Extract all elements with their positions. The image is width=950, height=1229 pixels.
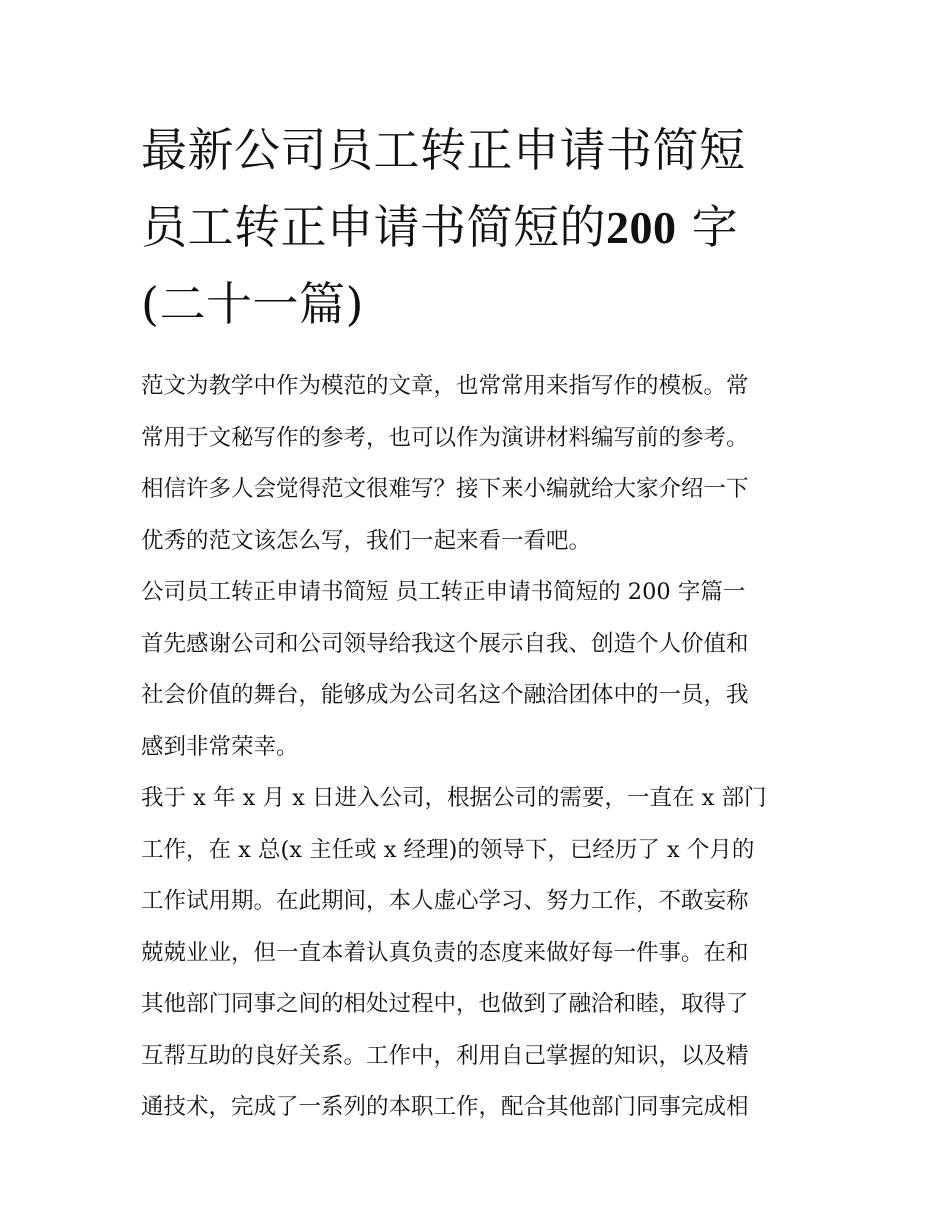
body-line: 互帮互助的良好关系。工作中，利用自己掌握的知识，以及精 <box>141 1042 749 1069</box>
title-line-2-suffix: 字 <box>691 200 739 254</box>
title-line-2-number: 200 <box>606 202 677 253</box>
body-line: 感到非常荣幸。 <box>141 733 299 760</box>
body-line: 常用于文秘写作的参考，也可以作为演讲材料编写前的参考。 <box>141 424 749 451</box>
section-heading-line: 公司员工转正申请书简短 员工转正申请书简短的 200 字篇一 <box>141 579 746 605</box>
body-line: 通技术，完成了一系列的本职工作，配合其他部门同事完成相 <box>141 1094 749 1120</box>
body-line: 首先感谢公司和公司领导给我这个展示自我、创造个人价值和 <box>141 630 749 657</box>
document-body <box>141 361 813 1134</box>
body-line: 兢兢业业，但一直本着认真负责的态度来做好每一件事。在和 <box>141 939 749 966</box>
body-line: 工作，在 x 总(x 主任或 x 经理)的领导下，已经历了 x 个月的 <box>141 836 755 863</box>
title-line-2-text: 员工转正申请书简短的 <box>141 200 606 254</box>
title-line-1: 最新公司员工转正申请书简短 <box>141 123 746 177</box>
body-line: 工作试用期。在此期间，本人虚心学习、努力工作，不敢妄称 <box>141 888 749 914</box>
title-line-2 <box>141 189 813 266</box>
body-line: 我于 x 年 x 月 x 日进入公司，根据公司的需要，一直在 x 部门 <box>141 785 767 811</box>
body-line: 范文为教学中作为模范的文章，也常常用来指写作的模板。常 <box>141 373 749 399</box>
body-line: 优秀的范文该怎么写，我们一起来看一看吧。 <box>141 527 592 554</box>
title-line-3: (二十一篇) <box>141 277 364 331</box>
document-page <box>141 112 813 1134</box>
body-line: 其他部门同事之间的相处过程中，也做到了融洽和睦，取得了 <box>141 991 749 1017</box>
body-line: 社会价值的舞台，能够成为公司名这个融洽团体中的一员，我 <box>141 682 749 708</box>
document-title <box>141 112 813 343</box>
body-line: 相信许多人会觉得范文很难写？接下来小编就给大家介绍一下 <box>141 476 749 502</box>
